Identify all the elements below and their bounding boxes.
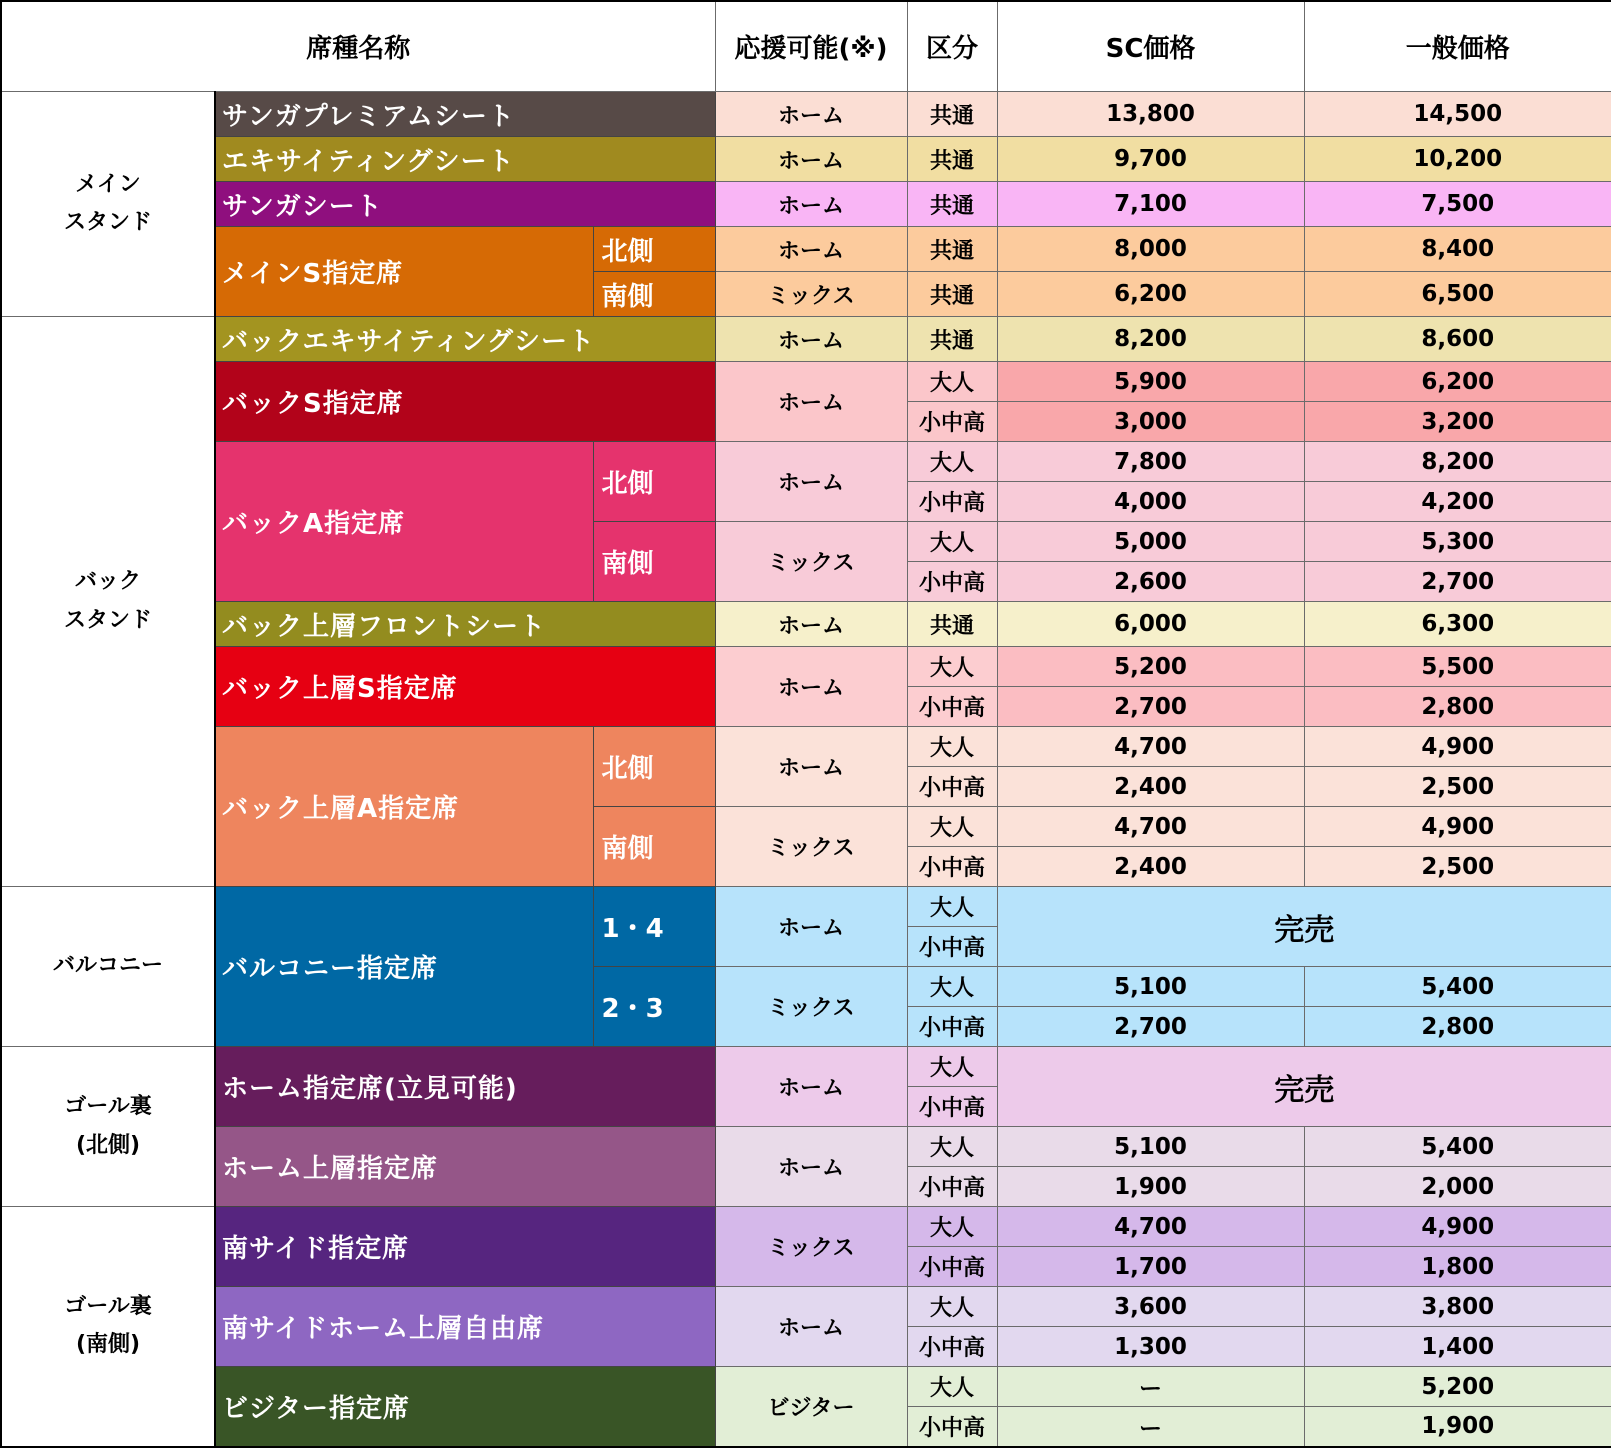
table-row (1, 602, 1611, 647)
table-row (1, 137, 1611, 182)
header-row (1, 1, 1611, 92)
sc-price-cell: 3,600 (997, 1287, 1304, 1327)
sc-price-cell: 4,000 (997, 482, 1304, 522)
side-balcony-23: 2・3 (593, 967, 715, 1047)
area-main-stand: メイン スタンド (1, 92, 215, 317)
sc-price-cell: 1,900 (997, 1167, 1304, 1207)
category-cell: 小中高 (907, 1087, 997, 1127)
general-price-cell: 4,900 (1304, 1207, 1611, 1247)
sc-price-cell: 7,100 (997, 182, 1304, 227)
category-cell: 共通 (907, 137, 997, 182)
sc-price-cell: 13,800 (997, 92, 1304, 137)
seat-back-upper-s: バック上層S指定席 (215, 647, 715, 727)
sc-price-cell: 5,900 (997, 362, 1304, 402)
table-row (1, 92, 1611, 137)
sc-price-cell: 6,200 (997, 272, 1304, 317)
sc-price-cell: ー (997, 1367, 1304, 1407)
category-cell: 小中高 (907, 687, 997, 727)
category-cell: 小中高 (907, 1247, 997, 1287)
general-price-cell: 4,200 (1304, 482, 1611, 522)
sc-price-cell: 5,100 (997, 1127, 1304, 1167)
table-row (1, 362, 1611, 402)
table-row (1, 1127, 1611, 1167)
table-row (1, 1047, 1611, 1087)
support-cell: ホーム (715, 362, 907, 442)
sc-price-cell: 1,300 (997, 1327, 1304, 1367)
seat-premium: サンガプレミアムシート (215, 92, 715, 137)
category-cell: 大人 (907, 967, 997, 1007)
seat-home-upper: ホーム上層指定席 (215, 1127, 715, 1207)
support-cell: ホーム (715, 182, 907, 227)
general-price-cell: 5,300 (1304, 522, 1611, 562)
soldout-label: 完売 (997, 1047, 1611, 1127)
header-category: 区分 (907, 1, 997, 92)
seat-balcony: バルコニー指定席 (215, 887, 593, 1047)
side-north: 北側 (593, 442, 715, 522)
sc-price-cell: 4,700 (997, 1207, 1304, 1247)
sc-price-cell: 2,700 (997, 1007, 1304, 1047)
general-price-cell: 5,400 (1304, 1127, 1611, 1167)
support-cell: ホーム (715, 227, 907, 272)
general-price-cell: 1,800 (1304, 1247, 1611, 1287)
category-cell: 大人 (907, 1367, 997, 1407)
general-price-cell: 5,200 (1304, 1367, 1611, 1407)
table-row (1, 1367, 1611, 1407)
category-cell: 共通 (907, 182, 997, 227)
header-seat-name: 席種名称 (1, 1, 715, 92)
seat-visitor: ビジター指定席 (215, 1367, 715, 1447)
sc-price-cell: 6,000 (997, 602, 1304, 647)
general-price-cell: 2,500 (1304, 847, 1611, 887)
category-cell: 大人 (907, 522, 997, 562)
category-cell: 小中高 (907, 1007, 997, 1047)
category-cell: 小中高 (907, 1407, 997, 1447)
general-price-cell: 4,900 (1304, 727, 1611, 767)
seat-back-upper-a: バック上層A指定席 (215, 727, 593, 887)
category-cell: 大人 (907, 1127, 997, 1167)
sc-price-cell: 4,700 (997, 807, 1304, 847)
category-cell: 共通 (907, 602, 997, 647)
general-price-cell: 7,500 (1304, 182, 1611, 227)
category-cell: 共通 (907, 92, 997, 137)
sc-price-cell: 7,800 (997, 442, 1304, 482)
sc-price-cell: 2,400 (997, 767, 1304, 807)
general-price-cell: 3,800 (1304, 1287, 1611, 1327)
category-cell: 大人 (907, 1047, 997, 1087)
category-cell: 小中高 (907, 927, 997, 967)
seat-back-exciting: バックエキサイティングシート (215, 317, 715, 362)
general-price-cell: 1,900 (1304, 1407, 1611, 1447)
category-cell: 大人 (907, 887, 997, 927)
general-price-cell: 5,500 (1304, 647, 1611, 687)
general-price-cell: 4,900 (1304, 807, 1611, 847)
sc-price-cell: 4,700 (997, 727, 1304, 767)
support-cell: ミックス (715, 807, 907, 887)
general-price-cell: 2,500 (1304, 767, 1611, 807)
category-cell: 大人 (907, 647, 997, 687)
area-back-stand: バック スタンド (1, 317, 215, 887)
category-cell: 共通 (907, 272, 997, 317)
general-price-cell: 2,800 (1304, 1007, 1611, 1047)
general-price-cell: 6,300 (1304, 602, 1611, 647)
seat-south-side-home-upper: 南サイドホーム上層自由席 (215, 1287, 715, 1367)
seat-back-a: バックA指定席 (215, 442, 593, 602)
category-cell: 大人 (907, 727, 997, 767)
general-price-cell: 5,400 (1304, 967, 1611, 1007)
category-cell: 小中高 (907, 562, 997, 602)
general-price-cell: 2,000 (1304, 1167, 1611, 1207)
side-south: 南側 (593, 522, 715, 602)
sc-price-cell: 2,700 (997, 687, 1304, 727)
sc-price-cell: 8,000 (997, 227, 1304, 272)
sc-price-cell: 1,700 (997, 1247, 1304, 1287)
support-cell: ホーム (715, 887, 907, 967)
support-cell: ホーム (715, 647, 907, 727)
category-cell: 大人 (907, 807, 997, 847)
category-cell: 大人 (907, 1207, 997, 1247)
sc-price-cell: 2,600 (997, 562, 1304, 602)
support-cell: ミックス (715, 272, 907, 317)
general-price-cell: 2,700 (1304, 562, 1611, 602)
sc-price-cell: 5,200 (997, 647, 1304, 687)
support-cell: ミックス (715, 1207, 907, 1287)
support-cell: ミックス (715, 522, 907, 602)
seat-back-upper-front: バック上層フロントシート (215, 602, 715, 647)
sc-price-cell: 8,200 (997, 317, 1304, 362)
category-cell: 小中高 (907, 1167, 997, 1207)
category-cell: 小中高 (907, 482, 997, 522)
general-price-cell: 6,200 (1304, 362, 1611, 402)
general-price-cell: 8,600 (1304, 317, 1611, 362)
seat-exciting: エキサイティングシート (215, 137, 715, 182)
support-cell: ビジター (715, 1367, 907, 1447)
area-balcony: バルコニー (1, 887, 215, 1047)
seat-home-reserved: ホーム指定席(立見可能) (215, 1047, 715, 1127)
support-cell: ホーム (715, 442, 907, 522)
side-south: 南側 (593, 807, 715, 887)
table-row (1, 1207, 1611, 1247)
side-balcony-14: 1・4 (593, 887, 715, 967)
support-cell: ホーム (715, 602, 907, 647)
sc-price-cell: 5,000 (997, 522, 1304, 562)
area-goal-north: ゴール裏 (北側) (1, 1047, 215, 1207)
support-cell: ホーム (715, 1127, 907, 1207)
header-support: 応援可能(※) (715, 1, 907, 92)
table-row (1, 1287, 1611, 1327)
seat-south-side: 南サイド指定席 (215, 1207, 715, 1287)
general-price-cell: 6,500 (1304, 272, 1611, 317)
support-cell: ホーム (715, 727, 907, 807)
category-cell: 小中高 (907, 767, 997, 807)
category-cell: 小中高 (907, 402, 997, 442)
category-cell: 小中高 (907, 847, 997, 887)
header-general-price: 一般価格 (1304, 1, 1611, 92)
side-north: 北側 (593, 227, 715, 272)
table-row (1, 182, 1611, 227)
table-row (1, 442, 1611, 482)
category-cell: 共通 (907, 317, 997, 362)
table-row (1, 647, 1611, 687)
table-row (1, 887, 1611, 927)
sc-price-cell: ー (997, 1407, 1304, 1447)
seat-back-s: バックS指定席 (215, 362, 715, 442)
support-cell: ミックス (715, 967, 907, 1047)
general-price-cell: 3,200 (1304, 402, 1611, 442)
side-south: 南側 (593, 272, 715, 317)
general-price-cell: 8,200 (1304, 442, 1611, 482)
general-price-cell: 1,400 (1304, 1327, 1611, 1367)
category-cell: 共通 (907, 227, 997, 272)
support-cell: ホーム (715, 92, 907, 137)
header-sc-price: SC価格 (997, 1, 1304, 92)
soldout-label: 完売 (997, 887, 1611, 967)
general-price-cell: 8,400 (1304, 227, 1611, 272)
side-north: 北側 (593, 727, 715, 807)
sc-price-cell: 3,000 (997, 402, 1304, 442)
support-cell: ホーム (715, 137, 907, 182)
sc-price-cell: 2,400 (997, 847, 1304, 887)
support-cell: ホーム (715, 1047, 907, 1127)
support-cell: ホーム (715, 317, 907, 362)
general-price-cell: 14,500 (1304, 92, 1611, 137)
area-goal-south: ゴール裏 (南側) (1, 1207, 215, 1447)
category-cell: 小中高 (907, 1327, 997, 1367)
category-cell: 大人 (907, 1287, 997, 1327)
table-row (1, 727, 1611, 767)
general-price-cell: 2,800 (1304, 687, 1611, 727)
support-cell: ホーム (715, 1287, 907, 1367)
category-cell: 大人 (907, 442, 997, 482)
sc-price-cell: 5,100 (997, 967, 1304, 1007)
category-cell: 大人 (907, 362, 997, 402)
seat-sanga: サンガシート (215, 182, 715, 227)
general-price-cell: 10,200 (1304, 137, 1611, 182)
sc-price-cell: 9,700 (997, 137, 1304, 182)
table-row (1, 227, 1611, 272)
table-row (1, 317, 1611, 362)
seat-main-s: メインS指定席 (215, 227, 593, 317)
